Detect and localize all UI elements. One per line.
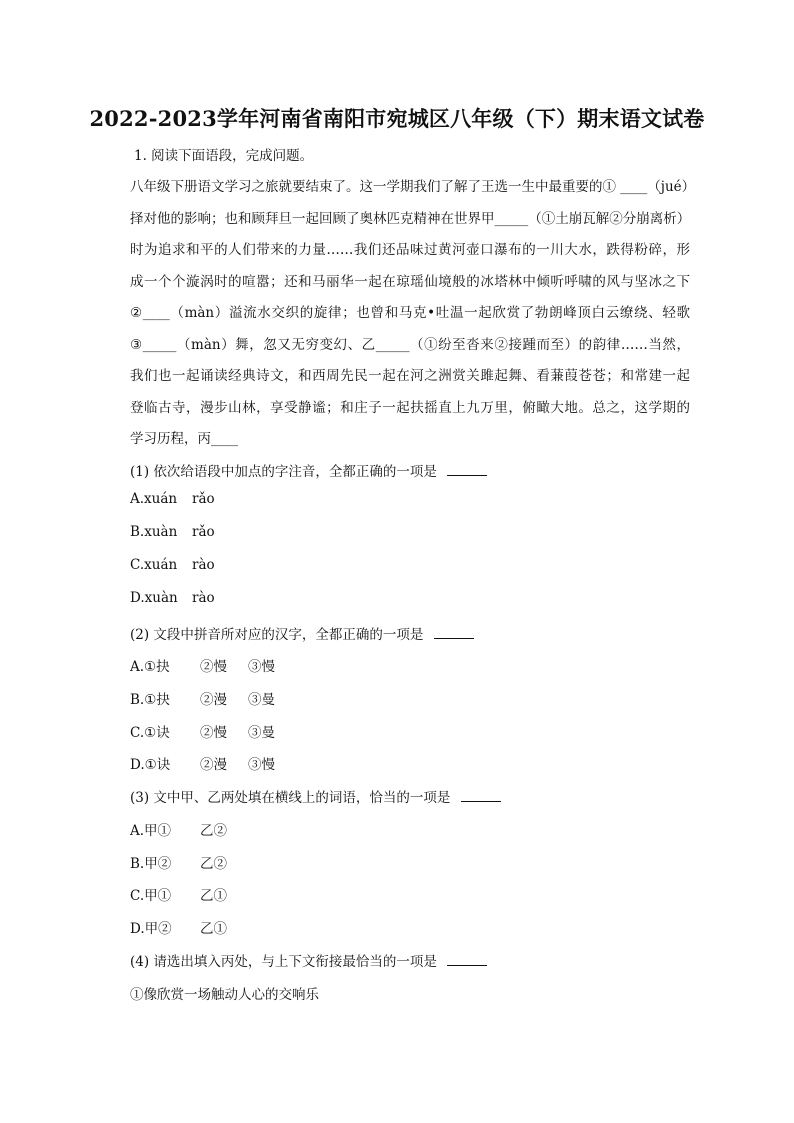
sub-question-prompt: (3) 文中甲、乙两处填在横线上的词语，恰当的一项是 (130, 790, 451, 806)
page-title: 2022-2023学年河南省南阳市宛城区八年级（下）期末语文试卷 (89, 106, 705, 131)
answer-blank (461, 791, 501, 802)
list-item: ①像欣赏一场触动人心的交响乐 (130, 987, 319, 1003)
option-a: A.甲① 乙② (130, 823, 227, 839)
option-d: D.①诀 ②漫 ③慢 (130, 757, 275, 773)
sub-question-1 (130, 460, 487, 480)
option-d: D.xuàn rào (130, 590, 215, 606)
passage-line: 择对他的影响；也和顾拜旦一起回顾了奥林匹克精神在世界甲_____（①土崩瓦解②分崩离析） (130, 210, 691, 227)
option-b: B.①抉 ②漫 ③曼 (130, 692, 275, 708)
option-b: B.甲② 乙② (130, 856, 227, 872)
option-a: A.①抉 ②慢 ③慢 (130, 659, 275, 675)
option-d: D.甲② 乙① (130, 921, 227, 937)
reading-passage (130, 172, 696, 456)
sub-question-2 (130, 623, 474, 643)
option-a: A.xuán rǎo (130, 491, 215, 507)
passage-line: 学习历程，丙____ (130, 431, 238, 447)
option-c: C.xuán rào (130, 557, 215, 573)
sub-question-4 (130, 950, 487, 970)
sub-question-prompt: (4) 请选出填入丙处，与上下文衔接最恰当的一项是 (130, 954, 437, 970)
passage-line: 登临古寺，漫步山林，享受静谧；和庄子一起扶摇直上九万里，俯瞰大地。总之，这学期的 (130, 399, 690, 416)
passage-line: 我们也一起诵读经典诗文，和西周先民一起在河之洲赏关雎起舞、看蒹葭苍苍；和常建一起 (130, 368, 690, 384)
sub-question-prompt: (2) 文段中拼音所对应的汉字，全都正确的一项是 (130, 627, 424, 643)
passage-line: 时为追求和平的人们带来的力量……我们还品味过黄河壶口瀑布的一川大水，跌得粉碎，形 (130, 242, 690, 258)
passage-line: ②____（màn）溢流水交织的旋律；也曾和马克•吐温一起欣赏了勃朗峰顶白云缭绕、轻歌 (130, 305, 690, 321)
option-b: B.xuàn rǎo (130, 524, 215, 540)
answer-blank (434, 628, 474, 639)
answer-blank (447, 955, 487, 966)
option-c: C.①诀 ②慢 ③曼 (130, 725, 275, 741)
answer-blank (447, 465, 487, 476)
passage-line: ③_____（màn）舞，忽又无穷变幻、乙_____（①纷至沓来②接踵而至）的韵律……当然， (130, 336, 690, 353)
option-c: C.甲① 乙① (130, 888, 227, 904)
passage-line: 成一个个漩涡时的喧嚣；还和马丽华一起在琼瑶仙境般的冰塔林中倾听呼啸的风与坚冰之下 (130, 273, 690, 290)
sub-question-prompt: (1) 依次给语段中加点的字注音，全都正确的一项是 (130, 464, 437, 480)
passage-line: 八年级下册语文学习之旅就要结束了。这一学期我们了解了王选一生中最重要的① ____（jué） (130, 179, 696, 195)
question-heading: 1. 阅读下面语段，完成问题。 (134, 148, 314, 164)
sub-question-3 (130, 786, 501, 806)
